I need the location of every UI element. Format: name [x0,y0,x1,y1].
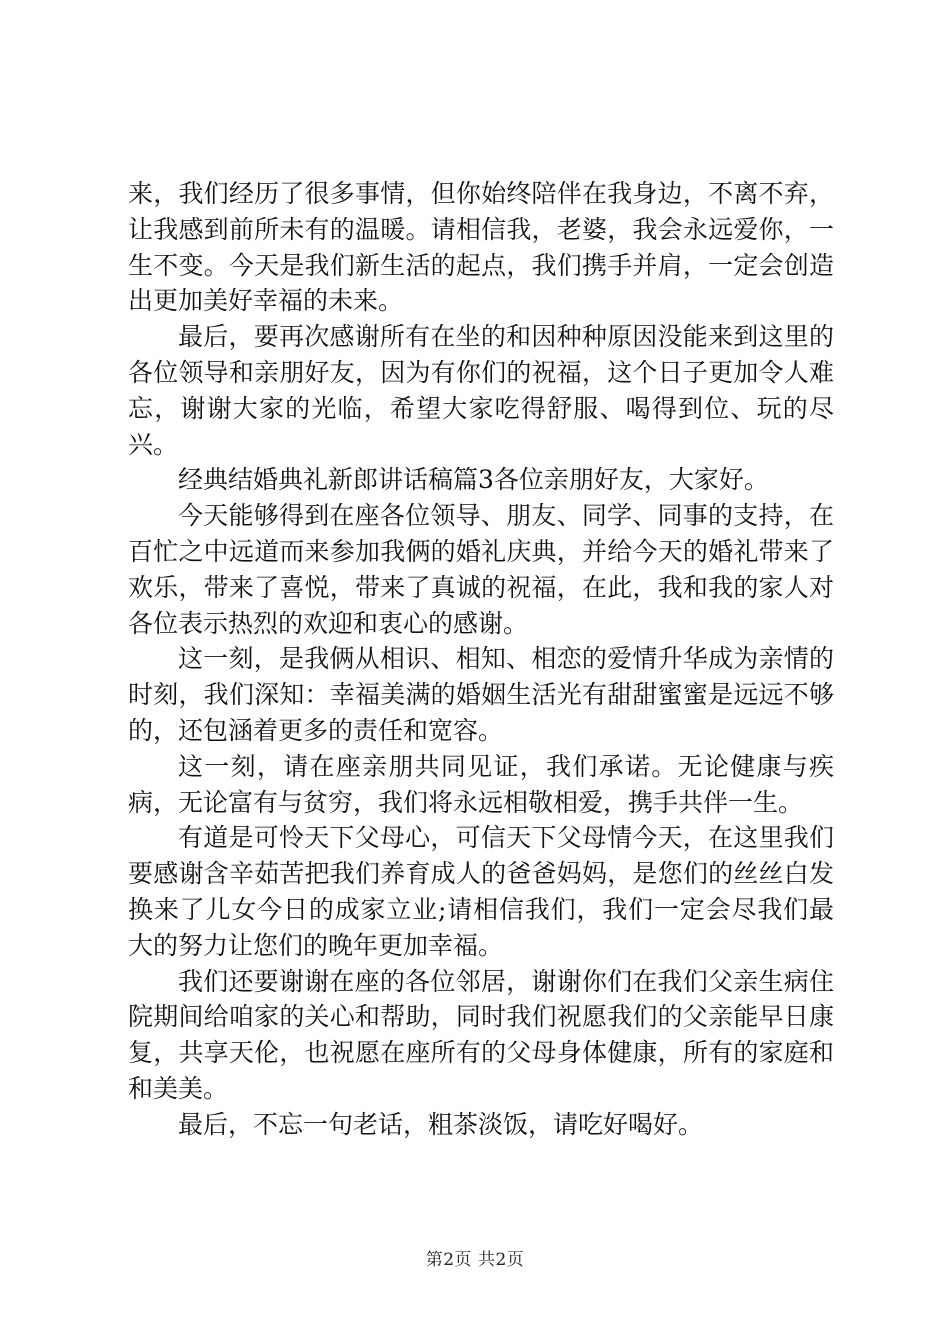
paragraph-7: 有道是可怜天下父母心，可信天下父母情今天，在这里我们要感谢含辛茹苦把我们养育成人的爸爸妈妈，是您们的丝丝白发换来了儿女今日的成家立业;请相信我们，我们一定会尽我们最大的努力让您们的晚年更加幸福。 [128,823,834,960]
page-number-footer: 第2页 共2页 [425,1250,525,1270]
paragraph-1: 来，我们经历了很多事情，但你始终陪伴在我身边，不离不弃，让我感到前所未有的温暖。请相信我，老婆，我会永远爱你，一生不变。今天是我们新生活的起点，我们携手并肩，一定会创造出更加美好幸福的未来。 [128,179,834,316]
paragraph-5: 这一刻，是我俩从相识、相知、相恋的爱情升华成为亲情的时刻，我们深知：幸福美满的婚姻生活光有甜甜蜜蜜是远远不够的，还包涵着更多的责任和宽容。 [128,644,834,745]
paragraph-3: 经典结婚典礼新郎讲话稿篇3各位亲朋好友，大家好。 [178,465,769,495]
paragraph-8: 我们还要谢谢在座的各位邻居，谢谢你们在我们父亲生病住院期间给咱家的关心和帮助，同时我们祝愿我们的父亲能早日康复，共享天伦，也祝愿在座所有的父母身体健康，所有的家庭和和美美。 [128,966,834,1103]
paragraph-6: 这一刻，请在座亲朋共同见证，我们承诺。无论健康与疾病，无论富有与贫穷，我们将永远相敬相爱，携手共伴一生。 [128,751,834,817]
document-body [128,176,834,1143]
paragraph-9: 最后，不忘一句老话，粗茶淡饭，请吃好喝好。 [178,1109,704,1139]
paragraph-2: 最后，要再次感谢所有在坐的和因种种原因没能来到这里的各位领导和亲朋好友，因为有你们的祝福，这个日子更加令人难忘，谢谢大家的光临，希望大家吃得舒服、喝得到位、玩的尽兴。 [128,322,834,459]
paragraph-4: 今天能够得到在座各位领导、朋友、同学、同事的支持，在百忙之中远道而来参加我俩的婚礼庆典，并给今天的婚礼带来了欢乐，带来了喜悦，带来了真诚的祝福，在此，我和我的家人对各位表示热烈的欢迎和衷心的感谢。 [128,501,834,638]
